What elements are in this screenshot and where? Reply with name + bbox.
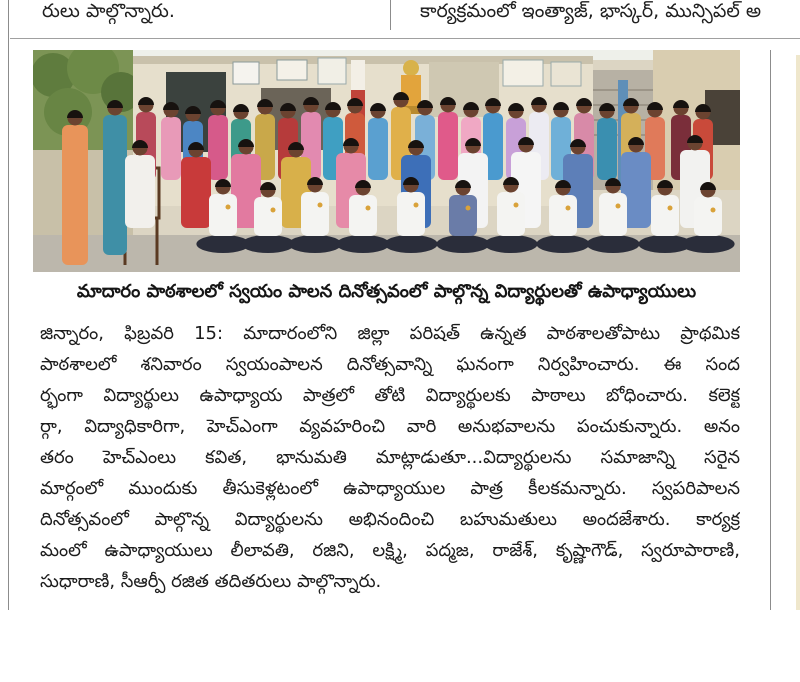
- right-column-border: [770, 50, 771, 610]
- wall-poster: [277, 60, 307, 80]
- article-line: తరం హెచ్ఎంలు కవిత, భానుమతి మాట్లాడుతూ...విద్యార్థులను సమాజాన్ని సరైన: [40, 447, 740, 468]
- group-photo: [33, 50, 740, 272]
- article-line: దినోత్సవంలో పాల్గొన్న విద్యార్థులను అభినందించి బహుమతులు అందజేశారు. కార్యక్ర: [40, 509, 740, 530]
- prev-article-tail-right: కార్యక్రమంలో ఇంత్యాజ్, భాస్కర్, మున్సిపల్ అ: [420, 0, 762, 22]
- article-line: ర్భంగా విద్యార్థులు ఉపాధ్యాయ పాత్రలో తోటి విద్యార్థులకు పాఠాలు బోధించారు. కలెక్ట: [40, 385, 740, 406]
- top-rule: [10, 38, 800, 39]
- wall-poster: [503, 60, 543, 86]
- wall-poster: [233, 62, 259, 84]
- wall-poster: [318, 58, 346, 84]
- wall-poster: [551, 62, 581, 86]
- person-standing-teacher: [62, 110, 88, 265]
- prev-article-tail-left: రులు పాల్గొన్నారు.: [42, 0, 175, 22]
- left-column-border: [8, 0, 9, 610]
- person-standing-teacher: [103, 100, 127, 255]
- article-line: మార్గంలో ముందుకు తీసుకెళ్లటంలో ఉపాధ్యాయుల పాత్ర కీలకమన్నారు. స్వపరిపాలన: [40, 478, 740, 499]
- top-column-divider: [390, 0, 391, 30]
- article-body: [40, 318, 740, 597]
- article-line: ర్గా, విద్యాధికారిగా, హెచ్ఎంగా వ్యవహరించి వారి అనుభవాలను పంచుకున్నారు. అనం: [40, 416, 740, 437]
- article-line: జిన్నారం, ఫిబ్రవరి 15: మాదారంలోని జిల్లా పరిషత్ ఉన్నత పాఠశాలతోపాటు ప్రాథమిక: [40, 323, 740, 344]
- adjacent-column-edge: [796, 55, 800, 610]
- photo-caption: మాదారం పాఠశాలలో స్వయం పాలన దినోత్సవంలో పాల్గొన్న విద్యార్థులతో ఉపాధ్యాయులు: [76, 281, 697, 302]
- article-line: పాఠశాలలో శనివారం స్వయంపాలన దినోత్సవాన్ని ఘనంగా నిర్వహించారు. ఈ సంద: [40, 354, 740, 375]
- article-line: సుధారాణి, సీఆర్పీ రజిత తదితరులు పాల్గొన్నారు.: [40, 571, 382, 592]
- article-line: మంలో ఉపాధ్యాయులు లీలావతి, రజిని, లక్ష్మి, పద్మజ, రాజేశ్, కృష్ణాగౌడ్, స్వరూపారాణి,: [40, 540, 740, 561]
